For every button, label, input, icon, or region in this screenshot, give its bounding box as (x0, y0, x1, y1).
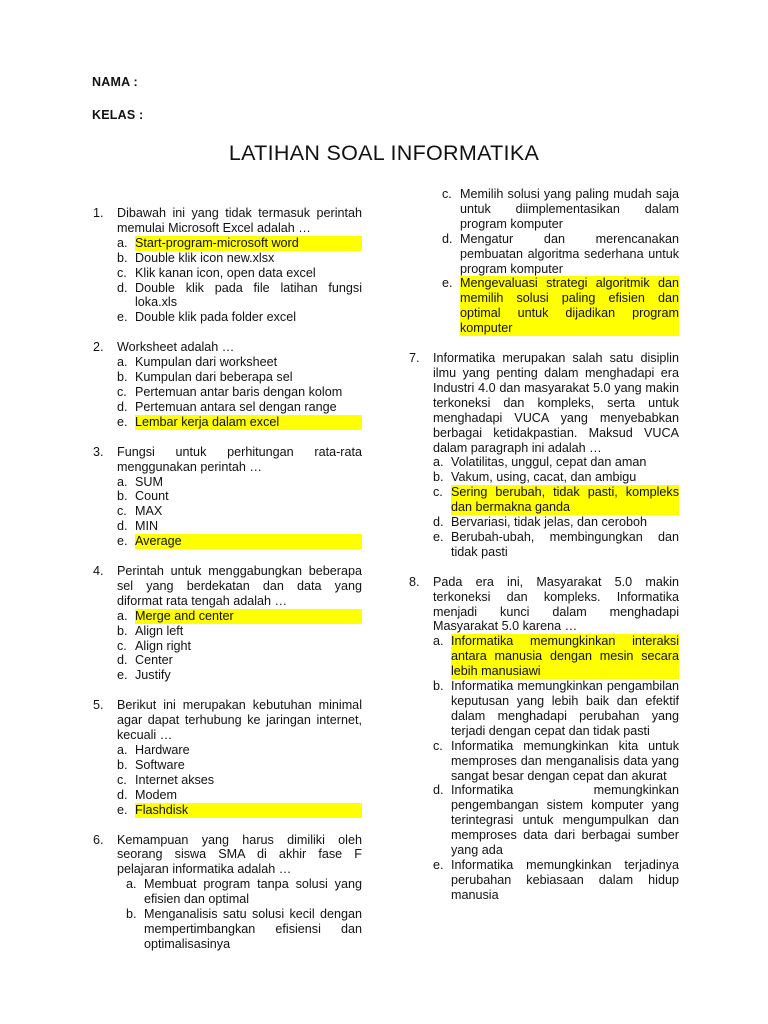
option-text: Klik kanan icon, open data excel (135, 265, 316, 280)
option-text: MIN (135, 519, 159, 534)
option-item (433, 515, 679, 530)
option-letter: e. (433, 857, 444, 872)
question-text: Dibawah ini yang tidak termasuk perintah memulai Microsoft Excel adalah … (117, 206, 362, 235)
option-letter: e. (442, 276, 453, 291)
question-item (93, 340, 362, 429)
option-item (117, 773, 362, 788)
question-item (93, 445, 362, 549)
option-item (117, 504, 362, 519)
option-item (117, 639, 362, 654)
option-text: Pertemuan antar baris dengan kolom (135, 384, 343, 399)
option-item (117, 310, 362, 325)
option-text: Internet akses (135, 772, 215, 787)
option-list (126, 877, 362, 952)
option-text: Berubah-ubah, membingungkan dan tidak pasti (451, 529, 679, 559)
option-letter: e. (117, 668, 128, 683)
option-text: Double klik icon new.xlsx (135, 250, 275, 265)
question-body (433, 575, 679, 903)
option-item (117, 400, 362, 415)
question-body (117, 698, 362, 817)
question-body (433, 187, 679, 336)
question-text: Informatika merupakan salah satu disiplin ilmu yang penting dalam menghadapi era Industri 4.0 dan masyarakat 5.0 yang makin terkoneksi dan kompleks, serta untuk menghadapi VUCA yang menyebabkan berbagai ketidakpastian. Maksud VUCA dalam paragraph ini adalah … (433, 351, 679, 455)
option-letter: b. (117, 370, 128, 385)
option-item (117, 743, 362, 758)
option-list (117, 355, 362, 430)
option-item (433, 679, 679, 739)
option-item (117, 370, 362, 385)
option-text: Center (135, 653, 173, 668)
option-letter: d. (433, 783, 444, 798)
option-text: Informatika memungkinkan pengambilan keputusan yang lebih baik dan efektif dalam menghadapi perubahan yang terjadi dengan cepat dan tidak pasti (451, 679, 679, 738)
option-list (433, 455, 679, 559)
option-item (117, 653, 362, 668)
option-text-highlighted: Mengevaluasi strategi algoritmik dan memilih solusi paling efisien dan optimal untuk dijadikan program komputer (460, 276, 679, 336)
option-item (117, 758, 362, 773)
option-item (117, 281, 362, 311)
option-list (117, 743, 362, 818)
option-letter: b. (117, 250, 128, 265)
option-text: Double klik pada file latihan fungsi loka.xls (135, 280, 362, 310)
option-item (433, 530, 679, 560)
option-letter: e. (117, 534, 128, 549)
option-list (117, 475, 362, 550)
option-item (117, 668, 362, 683)
option-text: Bervariasi, tidak jelas, dan ceroboh (451, 515, 648, 530)
option-item (117, 534, 362, 549)
question-body (117, 833, 362, 952)
option-text: Software (135, 757, 185, 772)
question-number: 8. (409, 574, 420, 589)
option-text: Memilih solusi yang paling mudah saja untuk diimplementasikan dalam program komputer (460, 187, 679, 231)
option-text-highlighted: Merge and center (135, 609, 362, 624)
option-letter: d. (117, 280, 128, 295)
option-text-highlighted: Flashdisk (135, 803, 362, 818)
option-letter: c. (117, 504, 127, 519)
option-letter: c. (117, 265, 127, 280)
option-letter: a. (433, 634, 444, 649)
option-letter: c. (442, 187, 452, 201)
option-text-highlighted: Lembar kerja dalam excel (135, 415, 362, 430)
option-letter: e. (433, 529, 444, 544)
option-text: Count (135, 489, 169, 504)
question-item (93, 206, 362, 325)
question-number: 5. (93, 698, 104, 713)
option-item (442, 187, 679, 232)
option-letter: b. (433, 470, 444, 485)
option-item (117, 355, 362, 370)
option-item (433, 739, 679, 784)
question-item (409, 351, 679, 560)
option-letter: b. (117, 489, 128, 504)
option-item (126, 907, 362, 952)
option-item (117, 415, 362, 430)
question-item (93, 698, 362, 817)
option-item (433, 858, 679, 903)
option-text: Informatika memungkinkan pengembangan sistem komputer yang terintegrasi untuk mengumpulkan dan memproses data dari berbagai sumber yang ada (451, 783, 679, 858)
option-item (117, 609, 362, 624)
option-letter: b. (126, 907, 137, 922)
question-continuation (409, 187, 679, 336)
option-letter: c. (117, 384, 127, 399)
question-body (433, 351, 679, 560)
option-text: Volatilitas, unggul, cepat dan aman (451, 455, 647, 470)
option-item (117, 385, 362, 400)
option-text: Hardware (135, 743, 190, 757)
option-text-highlighted: Average (135, 534, 362, 549)
question-text: Fungsi untuk perhitungan rata-rata menggunakan perintah … (117, 444, 362, 474)
question-body (117, 206, 362, 325)
option-item (117, 266, 362, 281)
option-letter: a. (433, 455, 444, 470)
option-item (117, 475, 362, 490)
option-letter: a. (117, 235, 128, 250)
question-number: 7. (409, 351, 420, 366)
option-letter: c. (433, 738, 443, 753)
question-item (93, 833, 362, 952)
option-item (117, 236, 362, 251)
option-list (442, 187, 679, 336)
option-item (442, 276, 679, 336)
question-item (93, 564, 362, 683)
option-list (433, 634, 679, 902)
option-text: Membuat program tanpa solusi yang efisien dan optimal (144, 877, 362, 907)
question-number: 4. (93, 564, 104, 579)
nama-label: NAMA : (92, 75, 138, 89)
option-item (117, 251, 362, 266)
right-column (409, 187, 679, 918)
question-text: Kemampuan yang harus dimiliki oleh seorang siswa SMA di akhir fase F pelajaran informatika adalah … (117, 832, 362, 877)
option-letter: a. (117, 474, 128, 489)
option-text: Align right (135, 638, 192, 653)
option-text: Kumpulan dari worksheet (135, 355, 278, 370)
option-letter: c. (433, 485, 443, 500)
left-column (93, 206, 362, 967)
option-letter: b. (117, 623, 128, 638)
question-body (117, 564, 362, 683)
question-text: Pada era ini, Masyarakat 5.0 makin terkoneksi dan kompleks. Informatika menjadi kunci dalam menghadapi Masyarakat 5.0 karena … (433, 574, 679, 634)
option-text: Kumpulan dari beberapa sel (135, 370, 293, 385)
option-text: Modem (135, 787, 177, 802)
option-item (126, 877, 362, 907)
option-letter: d. (117, 399, 128, 414)
option-letter: c. (117, 772, 127, 787)
option-list (117, 236, 362, 325)
option-letter: d. (117, 653, 128, 668)
option-text: Align left (135, 623, 184, 638)
option-text: MAX (135, 504, 163, 519)
continuation-spacer (409, 187, 433, 336)
option-item (117, 489, 362, 504)
option-item (433, 783, 679, 858)
option-item (442, 232, 679, 277)
option-text: Pertemuan antara sel dengan range (135, 399, 337, 414)
option-letter: d. (117, 519, 128, 534)
option-item (433, 634, 679, 679)
option-text: Informatika memungkinkan kita untuk memproses dan menganalisis data yang sangat besar dengan cepat dan akurat (451, 738, 679, 783)
option-text-highlighted: Sering berubah, tidak pasti, kompleks dan bermakna ganda (451, 485, 679, 515)
question-number: 6. (93, 832, 104, 847)
option-text: Informatika memungkinkan terjadinya perubahan kebiasaan dalam hidup manusia (451, 857, 679, 902)
option-letter: e. (117, 802, 128, 817)
option-letter: b. (117, 757, 128, 772)
option-text: SUM (135, 474, 163, 489)
option-letter: d. (433, 515, 444, 530)
option-letter: a. (117, 743, 128, 757)
option-text: Mengatur dan merencanakan pembuatan algoritma sederhana untuk program komputer (460, 231, 679, 276)
option-letter: d. (442, 231, 453, 246)
option-text: Vakum, using, cacat, dan ambigu (451, 470, 637, 485)
option-item (117, 803, 362, 818)
option-text-highlighted: Start-program-microsoft word (135, 236, 362, 251)
kelas-label: KELAS : (92, 108, 144, 122)
question-text: Berikut ini merupakan kebutuhan minimal agar dapat terhubung ke jaringan internet, kecuali … (117, 698, 362, 743)
option-item (433, 455, 679, 470)
option-item (433, 470, 679, 485)
option-item (117, 519, 362, 534)
option-text: Double klik pada folder excel (135, 310, 297, 325)
question-number: 3. (93, 444, 104, 459)
question-text: Perintah untuk menggabungkan beberapa sel yang berdekatan dan data yang diformat rata tengah adalah … (117, 564, 362, 608)
option-item (117, 788, 362, 803)
option-list (117, 609, 362, 684)
option-letter: e. (117, 310, 128, 325)
option-letter: e. (117, 414, 128, 429)
option-text: Menganalisis satu solusi kecil dengan mempertimbangkan efisiensi dan optimalisasinya (144, 907, 362, 951)
option-letter: a. (117, 608, 128, 623)
option-letter: a. (117, 355, 128, 370)
option-item (433, 485, 679, 515)
option-letter: a. (126, 877, 137, 892)
question-item (409, 575, 679, 903)
option-letter: d. (117, 787, 128, 802)
question-body (117, 445, 362, 549)
option-text: Justify (135, 668, 171, 683)
question-number: 2. (93, 340, 104, 355)
question-text: Worksheet adalah … (117, 340, 235, 355)
option-item (117, 624, 362, 639)
option-letter: b. (433, 679, 444, 694)
question-number: 1. (93, 206, 104, 220)
option-letter: c. (117, 638, 127, 653)
question-body (117, 340, 362, 429)
page-title: LATIHAN SOAL INFORMATIKA (228, 141, 540, 165)
option-text-highlighted: Informatika memungkinkan interaksi antara manusia dengan mesin secara lebih manusiawi (451, 634, 679, 679)
